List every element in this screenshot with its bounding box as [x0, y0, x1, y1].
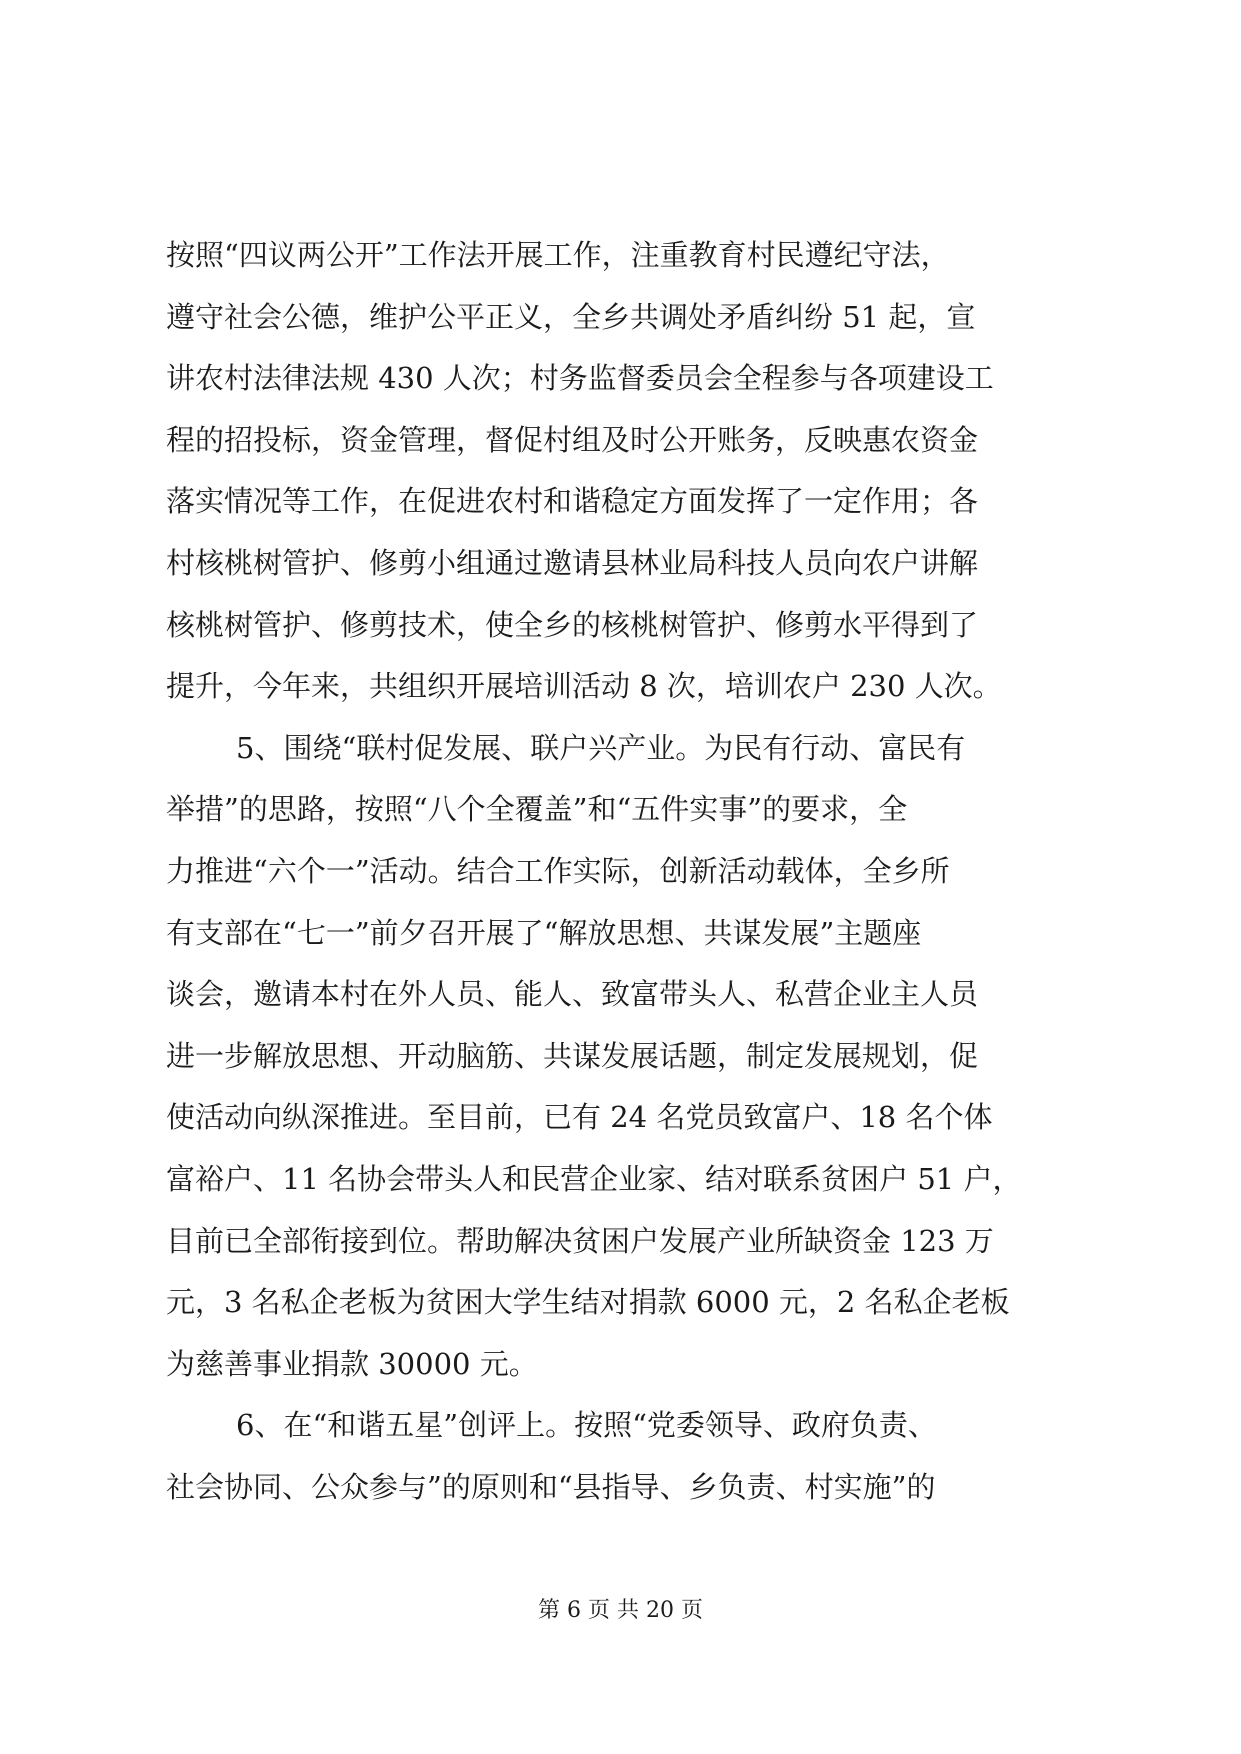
text-line: 落实情况等工作，在促进农村和谐稳定方面发挥了一定作用；各 — [166, 484, 979, 519]
text-line: 核桃树管护、修剪技术，使全乡的核桃树管护、修剪水平得到了 — [166, 607, 979, 642]
text-line: 5、围绕“联村促发展、联户兴产业。为民有行动、富民有 — [236, 730, 966, 765]
text-line: 力推进“六个一”活动。结合工作实际，创新活动载体，全乡所 — [166, 853, 950, 888]
text-line: 程的招投标，资金管理，督促村组及时公开账务，反映惠农资金 — [166, 422, 979, 457]
text-line: 讲农村法律法规 430 人次；村务监督委员会全程参与各项建设工 — [166, 361, 994, 396]
text-line: 有支部在“七一”前夕召开展了“解放思想、共谋发展”主题座 — [166, 915, 922, 950]
page-footer: 第 6 页 共 20 页 — [538, 1598, 703, 1623]
text-line: 富裕户、11 名协会带头人和民营企业家、结对联系贫困户 51 户， — [166, 1161, 1022, 1196]
text-line: 提升，今年来，共组织开展培训活动 8 次，培训农户 230 人次。 — [166, 669, 1002, 704]
text-line: 谈会，邀请本村在外人员、能人、致富带头人、私营企业主人员 — [166, 977, 979, 1012]
text-line: 遵守社会公德，维护公平正义，全乡共调处矛盾纠纷 51 起，宣 — [166, 299, 976, 334]
paragraph — [166, 718, 1076, 1396]
text-line: 6、在“和谐五星”创评上。按照“党委领导、政府负责、 — [236, 1408, 937, 1443]
text-line: 社会协同、公众参与”的原则和“县指导、乡负责、村实施”的 — [166, 1469, 936, 1504]
text-line: 使活动向纵深推进。至目前，已有 24 名党员致富户、18 名个体 — [166, 1100, 993, 1135]
text-line: 按照“四议两公开”工作法开展工作，注重教育村民遵纪守法， — [166, 238, 950, 272]
text-line: 为慈善事业捐款 30000 元。 — [166, 1346, 538, 1381]
text-line: 目前已全部衔接到位。帮助解决贫困户发展产业所缺资金 123 万 — [166, 1223, 994, 1258]
text-line: 村核桃树管护、修剪小组通过邀请县林业局科技人员向农户讲解 — [166, 545, 979, 580]
text-line: 举措”的思路，按照“八个全覆盖”和“五件实事”的要求，全 — [166, 792, 908, 827]
body-text — [166, 225, 1076, 1518]
text-line: 元，3 名私企老板为贫困大学生结对捐款 6000 元，2 名私企老板 — [166, 1285, 1010, 1320]
text-line: 进一步解放思想、开动脑筋、共谋发展话题，制定发展规划，促 — [166, 1038, 979, 1073]
paragraph — [166, 225, 1076, 718]
paragraph — [166, 1395, 1076, 1518]
